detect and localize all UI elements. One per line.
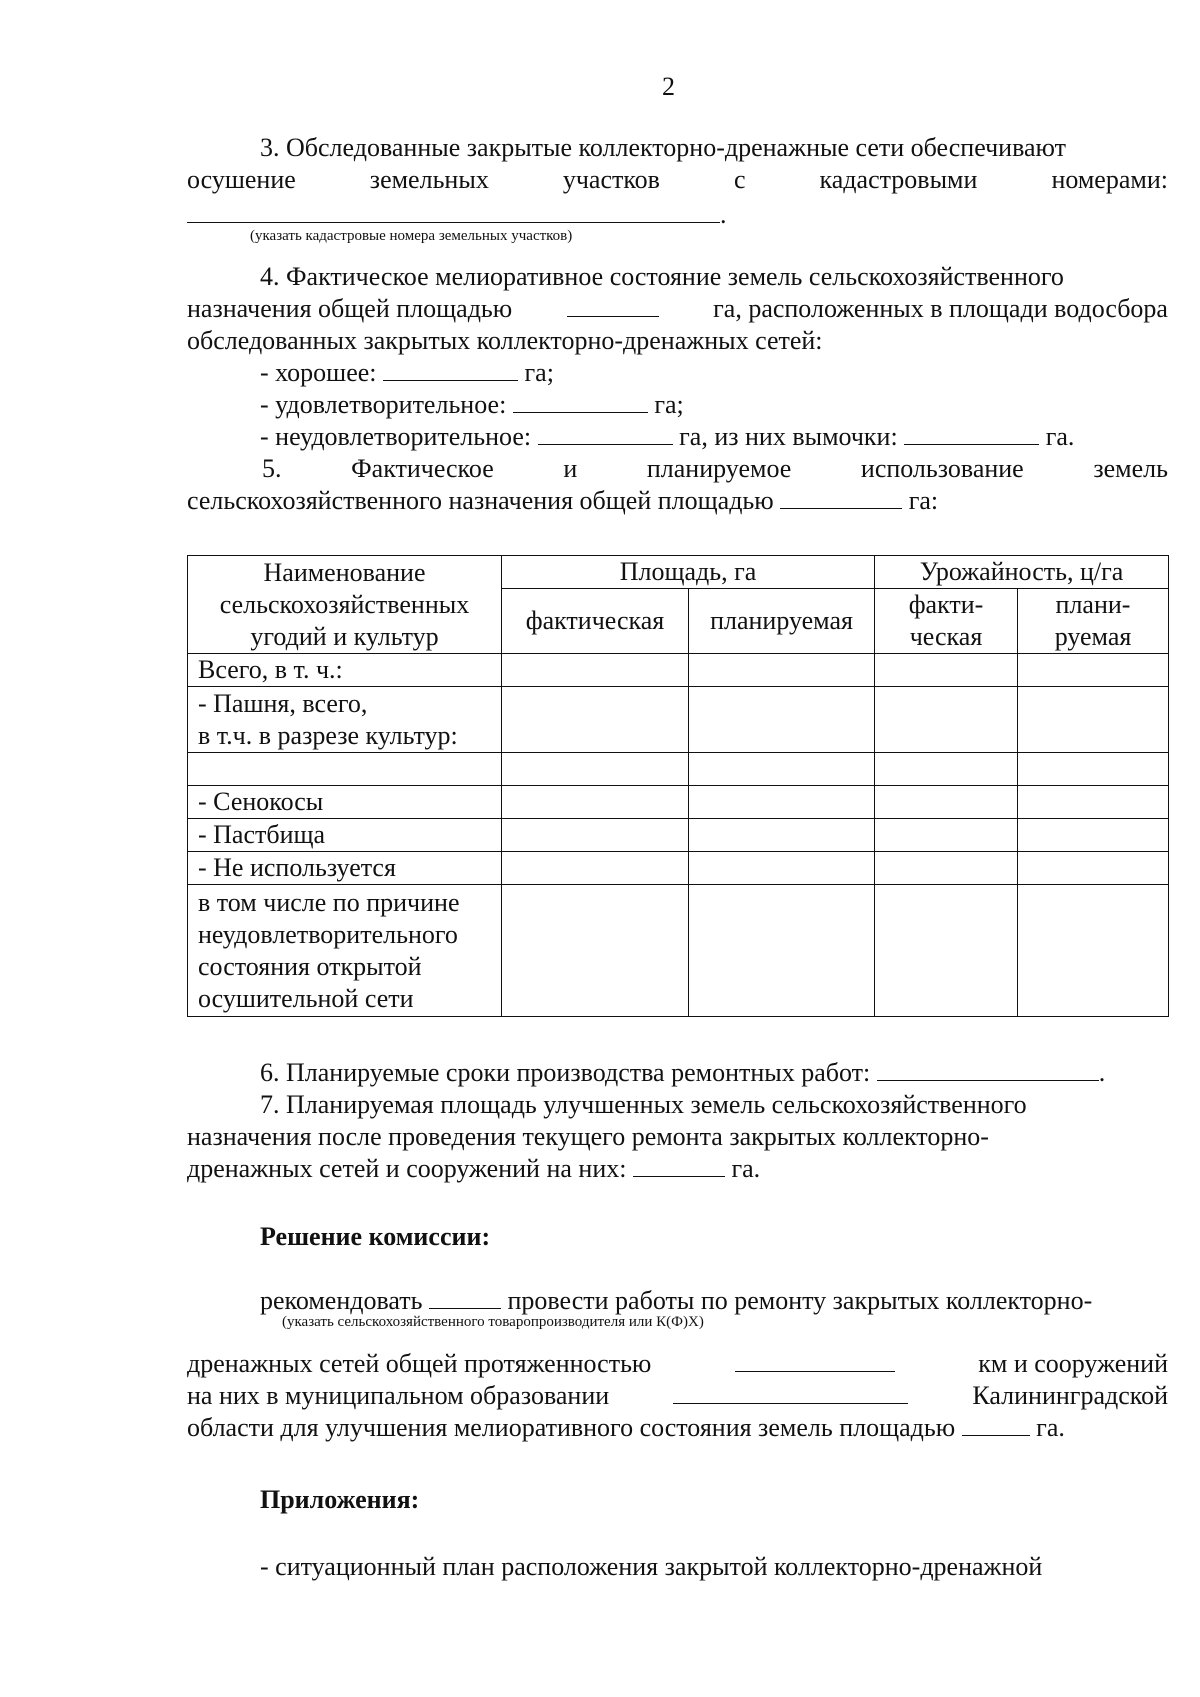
table-cell[interactable] (689, 654, 875, 687)
word: и (563, 454, 578, 483)
table-cell[interactable] (502, 819, 689, 852)
total-area-field[interactable] (567, 294, 659, 317)
header-yield: Урожайность, ц/га (875, 556, 1169, 589)
item5-line1 (262, 454, 1168, 484)
unit: га. (1045, 422, 1075, 451)
table-cell[interactable] (502, 687, 689, 753)
word: земельных (369, 165, 489, 194)
producer-caption: (указать сельскохозяйственного товаропроизводителя или К(Ф)Х) (282, 1314, 704, 1330)
table-cell[interactable] (502, 885, 689, 1017)
period: . (1098, 1058, 1106, 1087)
row-label (188, 654, 502, 687)
header-area: Площадь, га (502, 556, 875, 589)
table-cell[interactable] (1018, 786, 1169, 819)
improved-area-field[interactable] (633, 1154, 725, 1177)
satisfactory-state-line (260, 390, 684, 420)
table-row (188, 786, 1169, 819)
text-segment: области для улучшения мелиоративного состояния земель площадью (187, 1413, 956, 1442)
row-label[interactable] (188, 753, 502, 786)
page-number: 2 (662, 72, 675, 101)
usage-area-field[interactable] (780, 486, 902, 509)
word: Фактическое (351, 454, 494, 483)
text-segment: дренажных сетей общей протяженностью (187, 1349, 652, 1378)
item6-line (260, 1058, 1105, 1088)
header-yield-planned (1018, 589, 1169, 654)
satisfactory-label: - удовлетворительное: (260, 390, 507, 419)
table-cell[interactable] (875, 654, 1018, 687)
table-row (188, 753, 1169, 786)
header-land-name (188, 556, 502, 654)
text-segment: Калининградской (972, 1381, 1168, 1410)
word: осушение (187, 165, 296, 194)
satisfactory-area-field[interactable] (513, 390, 648, 413)
text-segment: км и сооружений (978, 1349, 1168, 1378)
land-use-table (187, 555, 1169, 1017)
unsatisfactory-state-line (260, 422, 1074, 452)
row-label-line: неудовлетворительного (198, 919, 458, 949)
cadastral-caption: (указать кадастровые номера земельных участков) (250, 228, 573, 244)
unit: га; (654, 390, 684, 419)
row-label (188, 819, 502, 852)
table-cell[interactable] (875, 753, 1018, 786)
row-label-line: - Сенокосы (198, 787, 324, 816)
table-cell[interactable] (875, 819, 1018, 852)
table-row (188, 885, 1169, 1017)
row-label (188, 885, 502, 1017)
land-area-field[interactable] (962, 1413, 1030, 1436)
unit: га; (524, 358, 554, 387)
table-cell[interactable] (502, 654, 689, 687)
row-label-line: - Не используется (198, 853, 396, 882)
table-cell[interactable] (689, 819, 875, 852)
word: планируемое (646, 454, 792, 483)
item5-line2 (187, 486, 938, 516)
word: 5. (262, 454, 282, 483)
text-segment: сельскохозяйственного назначения общей площадью (187, 486, 774, 515)
text-segment: на них в муниципальном образовании (187, 1381, 610, 1410)
unsatisfactory-area-field[interactable] (538, 422, 673, 445)
item4-line3: обследованных закрытых коллекторно-дренажных сетей: (187, 326, 823, 355)
text-segment: назначения общей площадью (187, 294, 513, 323)
row-label (188, 786, 502, 819)
row-label (188, 687, 502, 753)
word: номерами: (1051, 165, 1168, 194)
table-cell[interactable] (689, 885, 875, 1017)
row-label-line: в том числе по причине (198, 887, 460, 917)
header-line: Наименование (263, 557, 426, 587)
item6-text: 6. Планируемые сроки производства ремонтных работ: (260, 1058, 871, 1087)
appendix-heading: Приложения: (260, 1485, 420, 1514)
unsatisfactory-label: - неудовлетворительное: (260, 422, 532, 451)
row-label-line: в т.ч. в разрезе культур: (198, 720, 458, 750)
good-state-line (260, 358, 554, 388)
table-cell[interactable] (1018, 687, 1169, 753)
decision-line4 (187, 1413, 1065, 1443)
item7-line3 (187, 1154, 760, 1184)
item7-line2: назначения после проведения текущего ремонта закрытых коллекторно- (187, 1122, 989, 1151)
header-line: ческая (909, 622, 983, 651)
table-cell[interactable] (1018, 819, 1169, 852)
item7-line1: 7. Планируемая площадь улучшенных земель сельскохозяйственного (260, 1090, 1027, 1119)
repair-dates-field[interactable] (877, 1058, 1099, 1081)
header-line: факти- (908, 590, 984, 619)
table-row (188, 819, 1169, 852)
header-yield-actual (875, 589, 1018, 654)
table-cell[interactable] (502, 753, 689, 786)
unit: га. (731, 1154, 761, 1183)
decision-line3 (187, 1381, 1168, 1411)
item4-line2 (187, 294, 1168, 324)
item3-line2 (187, 165, 1168, 195)
word: земель (1093, 454, 1168, 483)
table-row (188, 687, 1169, 753)
row-label-line: состояния открытой (198, 951, 422, 981)
waterlogging-area-field[interactable] (904, 422, 1039, 445)
good-area-field[interactable] (383, 358, 518, 381)
table-row (188, 654, 1169, 687)
table-cell[interactable] (1018, 885, 1169, 1017)
header-line: угодий и культур (250, 621, 439, 651)
table-cell[interactable] (689, 786, 875, 819)
unit: га: (908, 486, 939, 515)
text-segment: га, расположенных в площади водосбора (713, 294, 1168, 323)
unit: га. (1036, 1413, 1065, 1442)
table-cell[interactable] (689, 687, 875, 753)
table-cell[interactable] (689, 753, 875, 786)
row-label (188, 852, 502, 885)
blank-line[interactable] (187, 200, 720, 223)
table-cell[interactable] (875, 687, 1018, 753)
period: . (720, 200, 727, 229)
header-area-planned: планируемая (689, 589, 875, 654)
decision-line1 (260, 1286, 1092, 1316)
text-segment: рекомендовать (260, 1286, 423, 1315)
table-cell[interactable] (502, 786, 689, 819)
municipality-field[interactable] (673, 1381, 908, 1404)
row-label-line: осушительной сети (198, 983, 414, 1013)
word: участков (562, 165, 660, 194)
table-cell[interactable] (875, 852, 1018, 885)
word: кадастровыми (819, 165, 978, 194)
header-line: руемая (1054, 622, 1132, 651)
row-label-line: - Пашня, всего, (198, 688, 368, 718)
table-cell[interactable] (1018, 852, 1169, 885)
appendix-item: - ситуационный план расположения закрытой коллекторно-дренажной (260, 1552, 1043, 1581)
table-cell[interactable] (689, 852, 875, 885)
decision-line2 (187, 1349, 1168, 1379)
word: использование (860, 454, 1024, 483)
word: с (733, 165, 746, 194)
good-label: - хорошее: (260, 358, 377, 387)
row-label-line: Всего, в т. ч.: (198, 655, 343, 684)
table-cell[interactable] (875, 885, 1018, 1017)
table-cell[interactable] (875, 786, 1018, 819)
item3-line1: 3. Обследованные закрытые коллекторно-дренажные сети обеспечивают (260, 133, 1066, 162)
network-length-field[interactable] (735, 1349, 895, 1372)
item4-line1: 4. Фактическое мелиоративное состояние земель сельскохозяйственного (260, 262, 1064, 291)
text-segment: дренажных сетей и сооружений на них: (187, 1154, 627, 1183)
header-line: плани- (1055, 590, 1131, 619)
row-label-line: - Пастбища (198, 820, 326, 849)
table-cell[interactable] (1018, 654, 1169, 687)
producer-field[interactable] (429, 1286, 501, 1309)
header-line: сельскохозяйственных (219, 589, 470, 619)
table-row (188, 852, 1169, 885)
text-segment: провести работы по ремонту закрытых коллекторно- (507, 1286, 1093, 1315)
table-cell[interactable] (502, 852, 689, 885)
header-area-actual: фактическая (502, 589, 689, 654)
text-segment: га, из них вымочки: (679, 422, 898, 451)
decision-heading: Решение комиссии: (260, 1222, 491, 1251)
table-cell[interactable] (1018, 753, 1169, 786)
cadastral-numbers-field[interactable] (187, 200, 727, 230)
